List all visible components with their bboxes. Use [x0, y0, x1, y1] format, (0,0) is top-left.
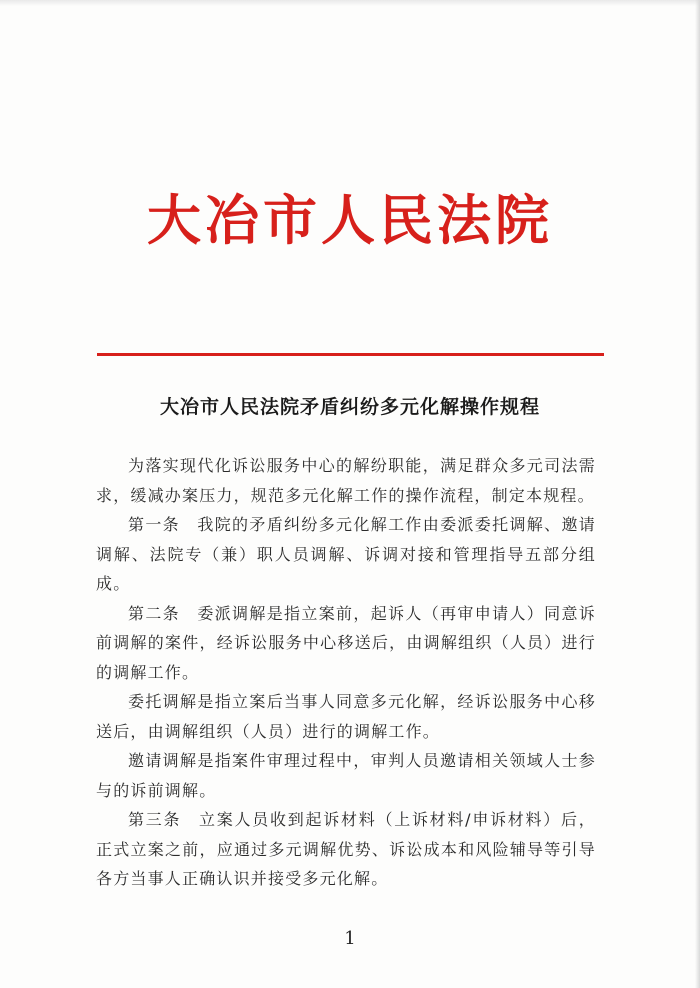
paragraph-article-2: 第二条 委派调解是指立案前，起诉人（再审申请人）同意诉前调解的案件，经诉讼服务中心移送后，由调解组织（人员）进行的调解工作。: [96, 603, 596, 682]
document-title: 大冶市人民法院矛盾纠纷多元化解操作规程: [159, 396, 540, 418]
paragraph-article-2-entrusted: 委托调解是指立案后当事人同意多元化解，经诉讼服务中心移送后，由调解组织（人员）进行的调解工作。: [96, 692, 596, 741]
scan-edge: [695, 0, 700, 988]
paragraph-article-1: 第一条 我院的矛盾纠纷多元化解工作由委派委托调解、邀请调解、法院专（兼）职人员调解、诉调对接和管理指导五部分组成。: [96, 515, 596, 593]
scan-edge: [0, 0, 700, 6]
paragraph-article-2-invited: 邀请调解是指案件审理过程中，审判人员邀请相关领域人士参与的诉前调解。: [96, 751, 596, 800]
paragraph-article-3: 第三条 立案人员收到起诉材料（上诉材料/申诉材料）后，正式立案之前，应通过多元调解优势、诉讼成本和风险辅导等引导各方当事人正确认识并接受多元化解。: [96, 810, 596, 888]
red-divider-line: [97, 353, 604, 356]
paragraph-preamble: 为落实现代化诉讼服务中心的解纷职能，满足群众多元司法需求，缓减办案压力，规范多元化解工作的操作流程，制定本规程。: [96, 456, 596, 505]
document-body: [96, 451, 596, 894]
page-number: 1: [344, 928, 356, 949]
org-header-title: 大冶市人民法院: [147, 188, 553, 252]
